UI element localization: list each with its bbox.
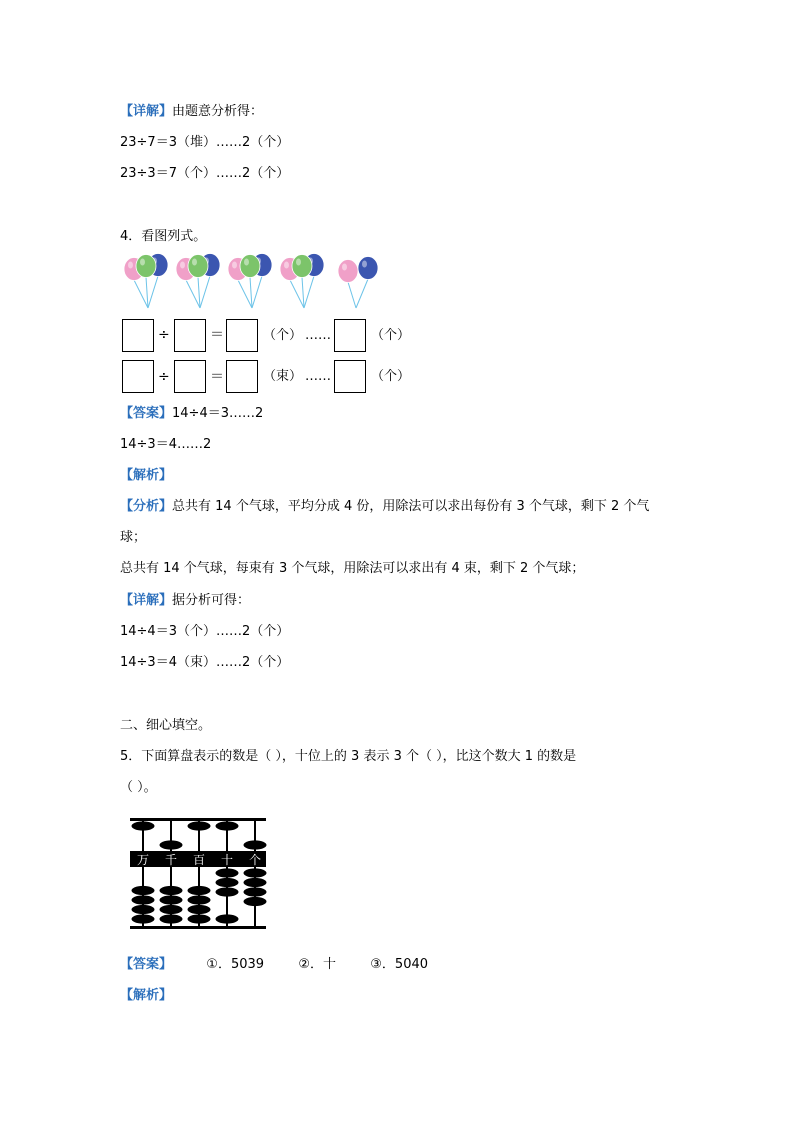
abacus-bead [132, 914, 155, 923]
abacus-bead [216, 868, 239, 877]
abacus-bead [244, 887, 267, 896]
abacus-bead [216, 887, 239, 896]
answer-box[interactable] [122, 319, 154, 352]
balloon-highlight [342, 264, 347, 271]
answer-box[interactable] [226, 319, 258, 352]
balloon [188, 255, 208, 278]
abacus-bead [244, 878, 267, 887]
unit-label: （个） [371, 328, 411, 343]
balloon-highlight [232, 262, 237, 269]
answer-part-2: ②．十 [298, 957, 336, 972]
place-label: 万 [136, 853, 150, 867]
q4-fenxi-text-3: 总共有 14 个气球，每束有 3 个气球，用除法可以求出有 4 束，剩下 2 个气球； [120, 561, 585, 576]
place-label: 百 [192, 853, 206, 867]
abacus-bead [160, 914, 183, 923]
balloon-bunch [176, 254, 220, 309]
balloon-string [250, 277, 252, 308]
place-label: 个 [248, 853, 262, 867]
remainder-dots: …… [305, 328, 331, 343]
section-title: 二、细心填空。 [120, 718, 212, 733]
remainder-dots: …… [305, 369, 331, 384]
abacus-bead [188, 895, 211, 904]
detail-text: 由题意分析得： [172, 104, 264, 119]
abacus-bead [216, 821, 239, 830]
q4-answer-line [120, 406, 263, 422]
answer-part-1: ①．5039 [206, 957, 265, 972]
balloon-string [146, 277, 148, 308]
abacus-illustration [130, 816, 270, 931]
balloon [136, 255, 156, 278]
abacus-bead [188, 821, 211, 830]
balloon-string [148, 276, 158, 308]
abacus-bead [132, 821, 155, 830]
q4-detail-line [120, 593, 250, 609]
answer-box[interactable] [174, 319, 206, 352]
answer-label: 【答案】 [120, 957, 173, 972]
q4-detail-eq-1: 14÷4＝3（个）……2（个） [120, 624, 290, 639]
q4-answer-2: 14÷3＝4……2 [120, 437, 212, 452]
balloon-highlight [128, 262, 133, 269]
abacus-bead [132, 905, 155, 914]
abacus-bead [244, 840, 267, 849]
unit-label: （束） [263, 369, 303, 384]
balloon-string [200, 276, 210, 308]
balloons-illustration [120, 250, 390, 310]
unit-label: （个） [263, 328, 303, 343]
analysis-label: 【解析】 [120, 988, 173, 1003]
balloon [240, 255, 260, 278]
place-label: 十 [220, 853, 234, 867]
balloon-highlight [180, 262, 185, 269]
balloon-highlight [140, 259, 145, 266]
abacus-bead [216, 878, 239, 887]
abacus-bead [188, 886, 211, 895]
prev-detail-line [120, 104, 263, 120]
abacus-bead [160, 886, 183, 895]
balloon-string [238, 280, 252, 308]
answer-box[interactable] [226, 360, 258, 393]
balloon-string [198, 277, 200, 308]
q5-text-2: （ ）。 [120, 780, 157, 795]
abacus-bead [160, 895, 183, 904]
balloon [338, 260, 358, 283]
q4-title: 4．看图列式。 [120, 229, 207, 244]
q5-answer-line [120, 957, 428, 973]
balloon-string [356, 279, 368, 308]
answer-box[interactable] [122, 360, 154, 393]
balloon-string [290, 280, 304, 308]
abacus-bead [188, 914, 211, 923]
balloon-highlight [192, 259, 197, 266]
balloon-highlight [362, 261, 367, 268]
q5-text-1: 5．下面算盘表示的数是（ ），十位上的 3 表示 3 个（ ），比这个数大 1 的数是 [120, 749, 577, 764]
balloon-string [348, 282, 356, 308]
balloon-string [302, 277, 304, 308]
analysis-label: 【解析】 [120, 468, 173, 483]
abacus-bead [188, 905, 211, 914]
balloon-highlight [284, 262, 289, 269]
unit-label: （个） [371, 369, 411, 384]
detail-text: 据分析可得： [172, 593, 251, 608]
fenxi-label: 【分析】 [120, 499, 173, 514]
q4-fenxi-line [120, 499, 649, 515]
balloon-bunch [228, 254, 272, 309]
abacus-bead [160, 905, 183, 914]
abacus-bead [132, 895, 155, 904]
answer-part-3: ③．5040 [370, 957, 429, 972]
balloon-string [304, 276, 314, 308]
abacus-bead [160, 840, 183, 849]
answer-text: 14÷4＝3……2 [172, 406, 264, 421]
answer-box[interactable] [174, 360, 206, 393]
equals-sign: ＝ [210, 369, 224, 385]
balloon-bunch [280, 254, 324, 309]
balloon-bunch [338, 257, 378, 309]
q4-detail-eq-2: 14÷3＝4（束）……2（个） [120, 655, 290, 670]
balloon-string [134, 280, 148, 308]
fenxi-text: 总共有 14 个气球，平均分成 4 份，用除法可以求出每份有 3 个气球，剩下 2 个气 [172, 499, 650, 514]
abacus-bead [132, 886, 155, 895]
detail-label: 【详解】 [120, 104, 173, 119]
detail-label: 【详解】 [120, 593, 173, 608]
balloon-string [186, 280, 200, 308]
prev-equation-2: 23÷3＝7（个）……2（个） [120, 166, 290, 181]
place-label: 千 [164, 853, 178, 867]
divide-sign: ÷ [158, 369, 170, 385]
answer-box[interactable] [334, 319, 366, 352]
abacus-bead [244, 897, 267, 906]
answer-box[interactable] [334, 360, 366, 393]
balloon [292, 255, 312, 278]
q4-fenxi-text-2: 球； [120, 530, 147, 545]
answer-label: 【答案】 [120, 406, 173, 421]
equals-sign: ＝ [210, 327, 224, 343]
balloon-highlight [296, 259, 301, 266]
abacus-bead [244, 868, 267, 877]
balloon [358, 257, 378, 280]
balloon-string [252, 276, 262, 308]
abacus-bead [216, 914, 239, 923]
balloon-bunch [124, 254, 168, 309]
prev-equation-1: 23÷7＝3（堆）……2（个） [120, 135, 290, 150]
balloon-highlight [244, 259, 249, 266]
divide-sign: ÷ [158, 327, 170, 343]
